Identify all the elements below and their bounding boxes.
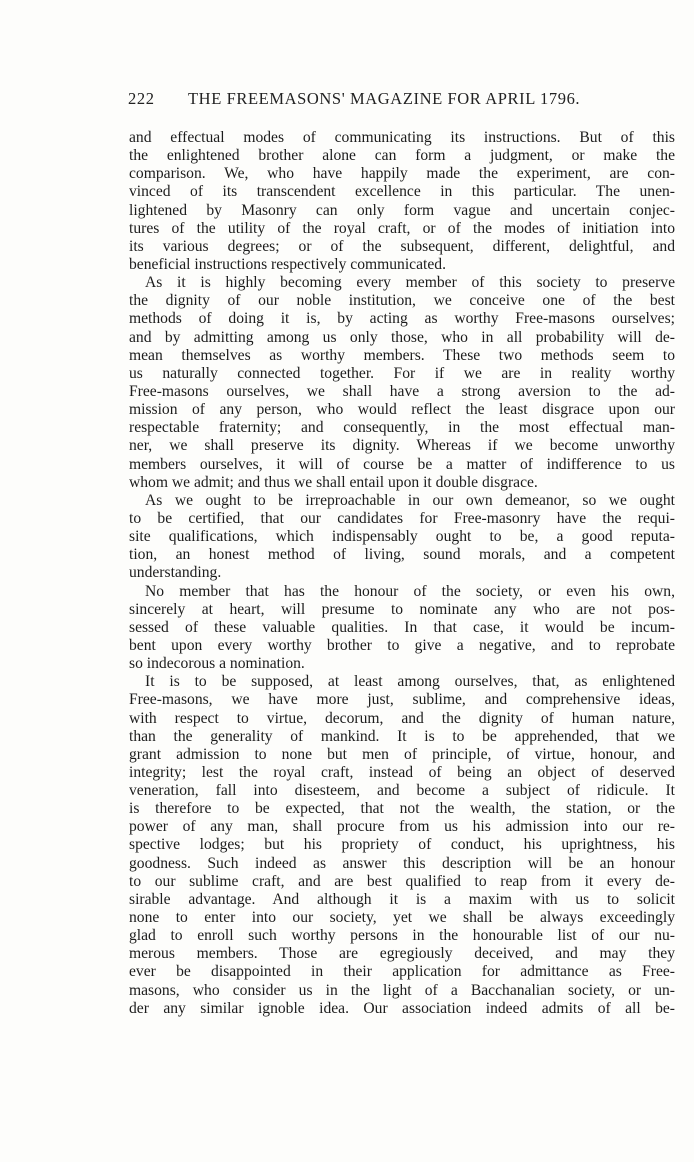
text-line: veneration, fall into disesteem, and become a subject of ridicule. It [129,782,675,800]
text-line: der any similar ignoble idea. Our association indeed admits of all be- [129,999,675,1017]
text-line: so indecorous a nomination. [129,655,305,673]
text-line: tion, an honest method of living, sound morals, and a competent [129,546,675,564]
text-line: merous members. Those are egregiously deceived, and may they [129,945,675,963]
text-line: masons, who consider us in the light of a Bacchanalian society, or un- [129,981,675,999]
text-line: the enlightened brother alone can form a judgment, or make the [129,147,675,165]
page-number: 222 [128,89,155,108]
text-line: with respect to virtue, decorum, and the dignity of human nature, [129,709,675,727]
text-line: whom we admit; and thus we shall entail upon it double disgrace. [129,473,538,491]
text-line: respectable fraternity; and consequently, in the most effectual man- [129,419,675,437]
text-line: to be certified, that our candidates for Free-masonry have the requi- [129,509,675,527]
text-line: goodness. Such indeed as answer this description will be an honour [129,854,675,872]
text-line: members ourselves, it will of course be a matter of indifference to us [129,455,675,473]
text-line: its various degrees; or of the subsequent, different, delightful, and [129,237,675,255]
running-title: THE FREEMASONS' MAGAZINE FOR APRIL 1796. [188,89,581,108]
text-line: Free-masons, we have more just, sublime, and comprehensive ideas, [129,691,675,709]
text-line: us naturally connected together. For if we are in reality worthy [129,364,675,382]
text-line: site qualifications, which indispensably ought to be, a good reputa- [129,528,675,546]
text-line: grant admission to none but men of principle, of virtue, honour, and [129,745,675,763]
text-line: and by admitting among us only those, who in all probability will de- [129,328,675,346]
text-line: mean themselves as worthy members. These two methods seem to [129,346,675,364]
text-line: sincerely at heart, will presume to nominate any who are not pos- [129,600,675,618]
text-line: integrity; lest the royal craft, instead of being an object of deserved [129,763,675,781]
text-line: understanding. [129,564,222,582]
text-line: lightened by Masonry can only form vague and uncertain conjec- [129,201,675,219]
text-line: and effectual modes of communicating its instructions. But of this [129,129,675,146]
text-line: to our sublime craft, and are best qualified to reap from it every de- [129,872,675,890]
text-line: comparison. We, who have happily made the experiment, are con- [129,165,675,183]
text-line: spective lodges; but his propriety of conduct, his uprightness, his [129,836,675,854]
text-line: beneficial instructions respectively communicated. [129,255,446,273]
text-line: It is to be supposed, at least among ourselves, that, as enlightened [145,673,675,691]
text-line: Free-masons ourselves, we shall have a strong aversion to the ad- [129,382,675,400]
text-line: is therefore to be expected, that not the wealth, the station, or the [129,800,675,818]
text-line: ner, we shall preserve its dignity. Whereas if we become unworthy [129,437,675,455]
text-line: tures of the utility of the royal craft, or of the modes of initiation into [129,219,675,237]
text-line: As it is highly becoming every member of this society to preserve [145,274,675,292]
text-line: sirable advantage. And although it is a maxim with us to solicit [129,890,675,908]
text-line: power of any man, shall procure from us his admission into our re- [129,818,675,836]
text-line: the dignity of our noble institution, we conceive one of the best [129,292,675,310]
text-line: As we ought to be irreproachable in our own demeanor, so we ought [145,491,675,509]
text-line: than the generality of mankind. It is to be apprehended, that we [129,727,675,745]
page-header [128,89,676,113]
text-line: mission of any person, who would reflect the least disgrace upon our [129,401,675,419]
text-line: vinced of its transcendent excellence in this particular. The unen- [129,183,675,201]
text-line: none to enter into our society, yet we shall be always exceedingly [129,909,675,927]
text-line: ever be disappointed in their application for admittance as Free- [129,963,675,981]
text-line: glad to enroll such worthy persons in the honourable list of our nu- [129,927,675,945]
text-line: methods of doing it is, by acting as worthy Free-masons ourselves; [129,310,675,328]
text-line: sessed of these valuable qualities. In that case, it would be incum- [129,618,675,636]
article-body [129,129,675,1018]
text-line: bent upon every worthy brother to give a negative, and to reprobate [129,636,675,654]
text-line: No member that has the honour of the society, or even his own, [145,582,675,600]
